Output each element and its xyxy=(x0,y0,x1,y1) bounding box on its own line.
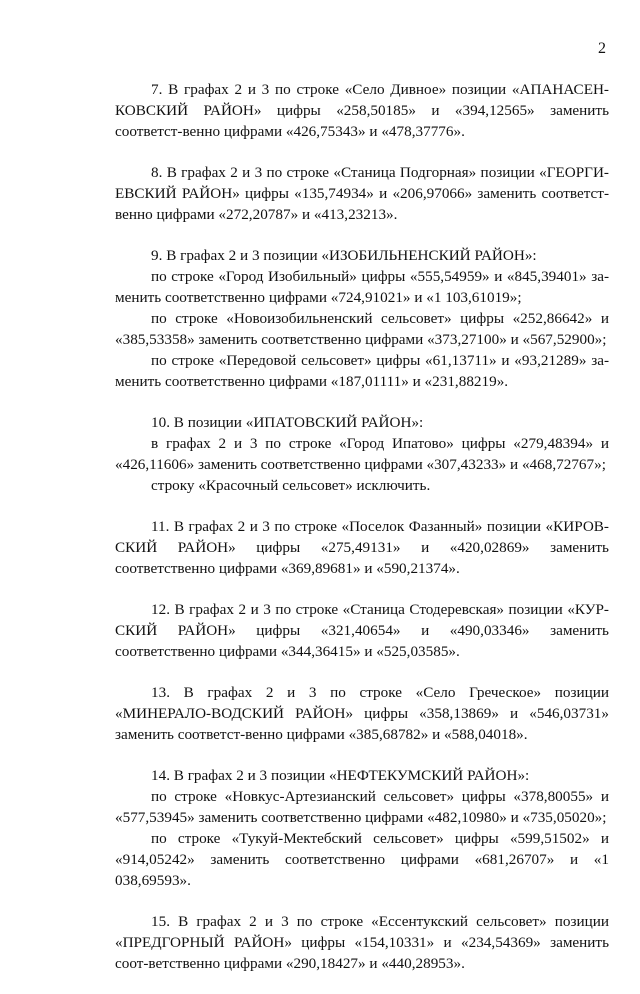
amendment-item-7 xyxy=(115,79,609,142)
amendment-subparagraph: по строке «Передовой сельсовет» цифры «61,13711» и «93,21289» за-менить соответственно цифрами «187,01111» и «231,88219». xyxy=(115,352,609,390)
amendment-paragraph: 11. В графах 2 и 3 по строке «Поселок Фазанный» позиции «КИРОВ-СКИЙ РАЙОН» цифры «275,49131» и «420,02869» заменить соответственно цифрами «369,89681» и «590,21374». xyxy=(115,518,609,577)
amendment-heading: 10. В позиции «ИПАТОВСКИЙ РАЙОН»: xyxy=(151,414,424,431)
amendment-heading: 14. В графах 2 и 3 позиции «НЕФТЕКУМСКИЙ РАЙОН»: xyxy=(151,767,530,784)
amendment-item-9 xyxy=(115,245,609,392)
amendment-heading: 9. В графах 2 и 3 позиции «ИЗОБИЛЬНЕНСКИЙ РАЙОН»: xyxy=(151,247,537,264)
amendment-subparagraph: по строке «Новоизобильненский сельсовет» цифры «252,86642» и «385,53358» заменить соответственно цифрами «373,27100» и «567,52900»; xyxy=(115,310,609,348)
amendment-item-15 xyxy=(115,911,609,974)
amendment-item-8 xyxy=(115,162,609,225)
amendment-item-12 xyxy=(115,599,609,662)
amendment-paragraph: 15. В графах 2 и 3 по строке «Ессентукский сельсовет» позиции «ПРЕДГОРНЫЙ РАЙОН» цифры «154,10331» и «234,54369» заменить соот-ветственно цифрами «290,18427» и «440,28953». xyxy=(115,913,609,972)
amendment-subparagraph: в графах 2 и 3 по строке «Город Ипатово» цифры «279,48394» и «426,11606» заменить соответственно цифрами «307,43233» и «468,72767»; xyxy=(115,435,609,473)
amendment-subparagraph: по строке «Новкус-Артезианский сельсовет» цифры «378,80055» и «577,53945» заменить соответственно цифрами «482,10980» и «735,05020»; xyxy=(115,788,609,826)
document-body xyxy=(115,79,609,994)
amendment-paragraph: 13. В графах 2 и 3 по строке «Село Греческое» позиции «МИНЕРАЛО-ВОДСКИЙ РАЙОН» цифры «358,13869» и «546,03731» заменить соответст-венно цифрами «385,68782» и «588,04018». xyxy=(115,684,609,743)
amendment-item-11 xyxy=(115,516,609,579)
amendment-paragraph: 7. В графах 2 и 3 по строке «Село Дивное» позиции «АПАНАСЕН-КОВСКИЙ РАЙОН» цифры «258,50185» и «394,12565» заменить соответст-венно цифрами «426,75343» и «478,37776». xyxy=(115,81,609,140)
amendment-paragraph: 8. В графах 2 и 3 по строке «Станица Подгорная» позиции «ГЕОРГИ-ЕВСКИЙ РАЙОН» цифры «135,74934» и «206,97066» заменить соответст-венно цифрами «272,20787» и «413,23213». xyxy=(115,164,609,223)
page-number: 2 xyxy=(598,40,606,57)
amendment-item-13 xyxy=(115,682,609,745)
amendment-subparagraph: строку «Красочный сельсовет» исключить. xyxy=(151,477,431,494)
amendment-item-14 xyxy=(115,765,609,891)
amendment-paragraph: 12. В графах 2 и 3 по строке «Станица Стодеревская» позиции «КУР-СКИЙ РАЙОН» цифры «321,40654» и «490,03346» заменить соответственно цифрами «344,36415» и «525,03585». xyxy=(115,601,609,660)
amendment-subparagraph: по строке «Город Изобильный» цифры «555,54959» и «845,39401» за-менить соответственно цифрами «724,91021» и «1 103,61019»; xyxy=(115,268,609,306)
amendment-subparagraph: по строке «Тукуй-Мектебский сельсовет» цифры «599,51502» и «914,05242» заменить соответственно цифрами «681,26707» и «1 038,69593». xyxy=(115,830,609,889)
amendment-item-10 xyxy=(115,412,609,496)
